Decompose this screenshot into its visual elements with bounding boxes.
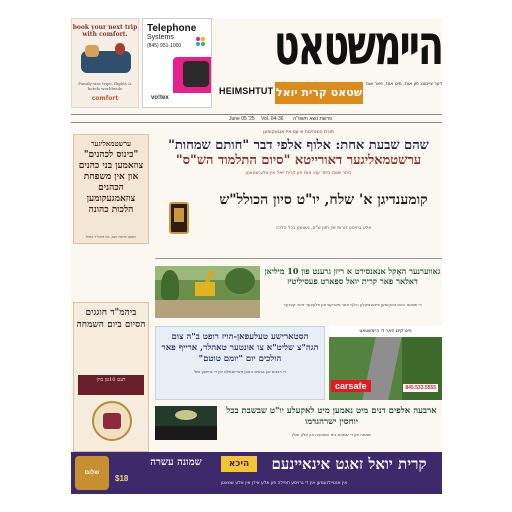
telephone-systems-ad[interactable] xyxy=(142,18,212,108)
travel-ad-headline: book your next trip with comfort. xyxy=(72,24,138,38)
phone-ad-number: (845) 951-1000 xyxy=(147,43,182,49)
section-divider xyxy=(155,258,442,259)
left-column xyxy=(71,130,151,460)
phone-ad-brand: vo!tex xyxy=(151,95,169,101)
carsafe-phone: 845.533.5555 xyxy=(405,385,436,391)
masthead-title: היימשטאט xyxy=(273,18,442,78)
issue-date: June 05 '25 xyxy=(229,116,255,122)
poster1-body: "כינוס לכהנים" צוזאמען בני כהנים און אין משפחת הכהנים צוזאמגעקומען הלכות כהונה xyxy=(78,150,144,215)
telephone-house-headline: הסטארישע טעלעפאן-הויז רופט ב"ה צום הגה"צ שליט"א צו אונטער טאהלר, ארייף פאר הולכים יום "יומם טוטם" xyxy=(161,332,319,364)
sofa-illustration xyxy=(81,51,131,73)
poster2-band: דעם 10טן סיון xyxy=(78,375,144,395)
kohanim-event-poster[interactable] xyxy=(73,134,149,244)
crest-icon xyxy=(92,401,132,441)
lead-headline-line2: ערשטמאליגער דאורייטא "סיום התלמוד הש"ס" xyxy=(175,153,422,168)
second-headline[interactable]: קומענדיגן א' שלח, יו"ט סיון הכולל"ש xyxy=(219,192,428,208)
phone-ad-title: Telephone xyxy=(147,23,197,34)
lead-kicker: תורת המנהיגות ווי עס איז אנגעקומען xyxy=(263,130,334,135)
lead-headline[interactable] xyxy=(155,138,442,168)
banner-main-text: קרית יואל זאגט אינאיינעם xyxy=(271,455,427,473)
main-column xyxy=(155,130,442,437)
phone-device-image xyxy=(183,61,209,87)
celebration-text: שמחה פון די שמחת בית השואבה אין אלע שולן xyxy=(292,432,371,437)
masthead-city-bar: שטאט קרית יואל xyxy=(275,82,363,104)
poster1-footer: זונטאג פרשת נשא, אין ביהמ"ד הגדול xyxy=(85,235,137,239)
masthead xyxy=(219,18,442,108)
telephone-house-story[interactable] xyxy=(155,326,325,400)
travel-ad-brand: comfort xyxy=(91,95,119,102)
issue-parsha: פרשת נשא תשפ"ה xyxy=(293,116,333,122)
crowd-photo[interactable] xyxy=(155,406,217,440)
carsafe-ad-header: פארקינג פאר די היימשטאט xyxy=(329,326,442,337)
masthead-latin: HEIMSHTUT xyxy=(219,86,274,96)
siyum-poster[interactable] xyxy=(73,302,149,452)
grant-headline[interactable]: גאווערנער האָקל אנאנסירט א ריזן גרענט פון 10 מיליאן דאלאר פאר קרית יואל ספארט פעסיליטיז xyxy=(264,266,441,286)
phone-ad-subtitle: Systems xyxy=(147,34,174,41)
second-subhead: אלע גרויסע דורות אין חזון ש"ס, געוועזן בכל הלכה xyxy=(275,226,372,231)
grant-text: די שטאט האט באקומען פינאנציעלע הילף פאר פארקס און פלעצער פאר קינדער xyxy=(283,302,422,307)
telephone-house-text: די רבנים און גבאים האבן פארזאמלט אין די גרויסע שול xyxy=(194,369,286,374)
torah-ark-icon xyxy=(159,200,199,236)
banner-small-text: אין אנטיילנעמען אין די גרויסע תפילה פון אלע אידן אין אלע שטאטן xyxy=(220,481,348,486)
issue-volume: Vol. 04-36 xyxy=(261,116,284,122)
carsafe-ad[interactable] xyxy=(329,326,442,400)
dateline xyxy=(71,114,442,123)
colorful-dots-icon xyxy=(196,37,206,47)
celebration-headline[interactable]: ארבעה אלפים דנים מיט נאמען מיט לאקעלע יו"ט שבשבת בכל יוחסין ישרהגדמו xyxy=(226,406,437,427)
newspaper-front-page xyxy=(71,18,442,494)
banner-logo: שלום xyxy=(75,456,109,490)
carsafe-brand: carsafe xyxy=(331,380,371,392)
masthead-tagline: דער צייטונג פון אונז, מיט אונז, פאר אונז xyxy=(365,82,442,87)
banner-price: $18 xyxy=(115,474,129,483)
travel-ad-body: Family-size trips, flights & hotels worldwide xyxy=(78,81,132,91)
lead-headline-line1: שהם שבעת אחת: אלוף אלפי דבר "חותם שמחות" xyxy=(168,138,429,153)
construction-photo[interactable] xyxy=(155,266,260,318)
poster1-head: ערשטמאליגער xyxy=(90,139,132,148)
bottom-banner-ad[interactable] xyxy=(71,452,442,494)
travel-ad[interactable] xyxy=(71,18,139,108)
poster2-head: ביהמ"ד חוגגים הסיום ביום השמחה xyxy=(76,308,146,330)
banner-highlight: היכא xyxy=(221,456,257,472)
banner-mid-text: שמונה עשרה xyxy=(150,457,202,468)
lead-subhead: ביתר שאת ביתר עוז, אונז פון קרית יואל אין אלע שטאטן xyxy=(245,171,352,176)
